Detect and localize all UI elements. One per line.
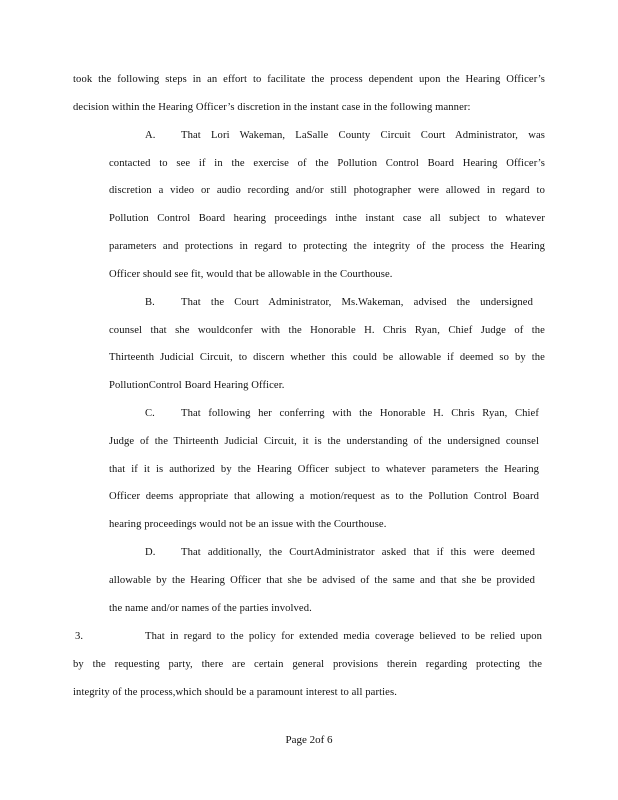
item-c-line: hearing proceedings would not be an issue with the Courthouse. <box>109 519 387 530</box>
paragraph-3-number: 3. <box>75 631 84 642</box>
item-b-label: B. <box>145 297 155 308</box>
item-c-line: Judge of the Thirteenth Judicial Circuit, it is the understanding of the undersigned counsel <box>109 436 539 447</box>
item-b-line: PollutionControl Board Hearing Officer. <box>109 380 285 391</box>
item-c-line: Officer deems appropriate that allowing a motion/request as to the Pollution Control Board <box>109 491 539 502</box>
item-a-label: A. <box>145 130 156 141</box>
paragraph-3-line: integrity of the process,which should be a paramount interest to all parties. <box>73 687 397 698</box>
page-number: Page 2of 6 <box>285 734 333 746</box>
intro-line-2: decision within the Hearing Officer’s discretion in the instant case in the following manner: <box>73 102 471 113</box>
item-a-line: Pollution Control Board hearing proceedings inthe instant case all subject to whatever <box>109 213 545 224</box>
paragraph-3-line: by the requesting party, there are certain general provisions therein regarding protecting the <box>73 659 542 670</box>
item-d-label: D. <box>145 547 156 558</box>
item-b-first-line: That the Court Administrator, Ms.Wakeman, advised the undersigned <box>181 297 533 308</box>
item-b-line: Thirteenth Judicial Circuit, to discern whether this could be allowable if deemed so by the <box>109 352 545 363</box>
item-a-first-line: That Lori Wakeman, LaSalle County Circuit Court Administrator, was <box>181 130 545 141</box>
item-c-line: that if it is authorized by the Hearing Officer subject to whatever parameters the Hearing <box>109 464 539 475</box>
item-d-first-line: That additionally, the CourtAdministrator asked that if this were deemed <box>181 547 535 558</box>
intro-line-1: took the following steps in an effort to facilitate the process dependent upon the Hearing Officer’s <box>73 74 545 85</box>
item-b-line: counsel that she wouldconfer with the Honorable H. Chris Ryan, Chief Judge of the <box>109 325 545 336</box>
item-a-line: contacted to see if in the exercise of the Pollution Control Board Hearing Officer’s <box>109 158 545 169</box>
item-a-line: discretion a video or audio recording and/or still photographer were allowed in regard to <box>109 185 545 196</box>
item-a-line: parameters and protections in regard to protecting the integrity of the process the Hearing <box>109 241 545 252</box>
item-d-line: allowable by the Hearing Officer that she be advised of the same and that she be provided <box>109 575 535 586</box>
item-c-first-line: That following her conferring with the Honorable H. Chris Ryan, Chief <box>181 408 539 419</box>
item-c-label: C. <box>145 408 155 419</box>
item-a-line: Officer should see fit, would that be allowable in the Courthouse. <box>109 269 393 280</box>
item-d-line: the name and/or names of the parties involved. <box>109 603 312 614</box>
paragraph-3-first-line: That in regard to the policy for extended media coverage believed to be relied upon <box>145 631 542 642</box>
